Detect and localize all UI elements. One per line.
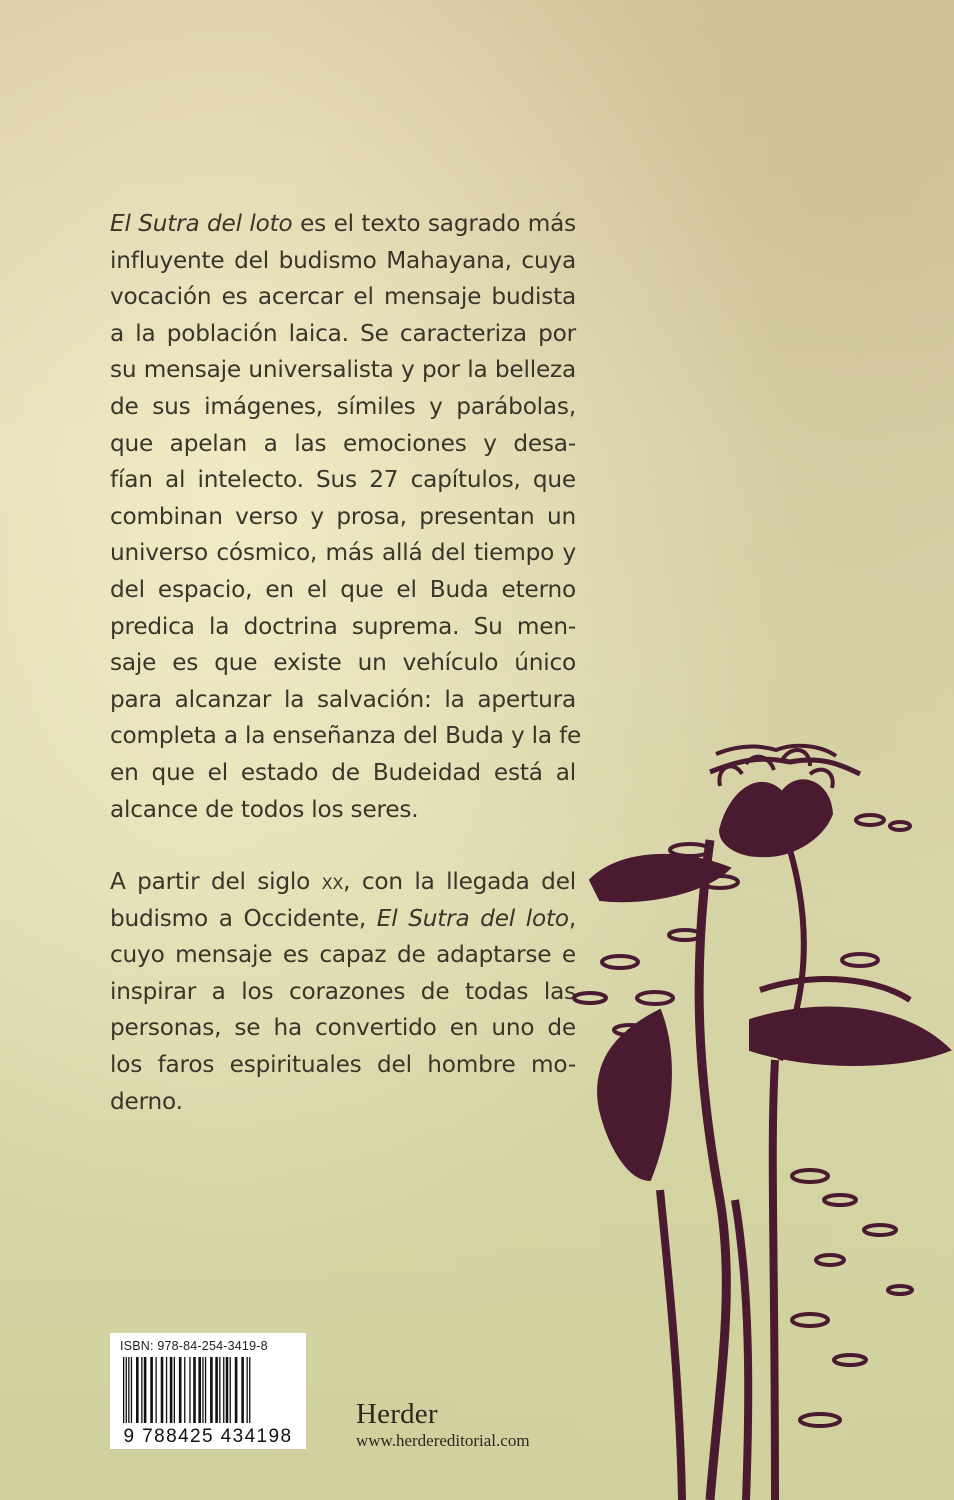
text-line: A partir del siglo xx, con la llegada del <box>110 868 576 896</box>
text-line: derno. <box>110 1087 183 1115</box>
text-line: completa a la enseñanza del Buda y la fe <box>110 722 582 750</box>
text-line: en que el estado de Budeidad está al <box>110 758 576 786</box>
synopsis-paragraph-2 <box>110 864 576 1120</box>
text-line: los faros espirituales del hombre mo- <box>110 1051 576 1079</box>
lotus-illustration-icon <box>560 730 954 1500</box>
text-line: budismo a Occidente, El Sutra del loto, <box>110 904 576 932</box>
publisher-website: www.herdereditorial.com <box>356 1431 530 1450</box>
barcode-label <box>110 1333 306 1449</box>
text-line: predica la doctrina suprema. Su men- <box>110 612 576 640</box>
text-line: inspirar a los corazones de todas las <box>110 977 576 1005</box>
text-line: influyente del budismo Mahayana, cuya <box>110 246 576 274</box>
text-line: El Sutra del loto es el texto sagrado más <box>110 210 577 237</box>
synopsis-paragraph-1 <box>110 206 582 828</box>
text-line: del espacio, en el que el Buda eterno <box>110 575 576 603</box>
text-line: combinan verso y prosa, presentan un <box>110 502 576 530</box>
text-line: fían al intelecto. Sus 27 capítulos, que <box>110 466 576 494</box>
text-line: personas, se ha convertido en uno de <box>110 1014 576 1042</box>
text-line: vocación es acercar el mensaje budista <box>110 283 576 311</box>
text-line: universo cósmico, más allá del tiempo y <box>110 539 576 567</box>
text-line: alcance de todos los seres. <box>110 795 419 823</box>
text-line: su mensaje universalista y por la belleza <box>110 356 576 384</box>
text-line: a la población laica. Se caracteriza por <box>110 319 576 347</box>
publisher-name: Herder <box>356 1398 438 1430</box>
text-line: de sus imágenes, símiles y parábolas, <box>110 392 576 420</box>
text-line: para alcanzar la salvación: la apertura <box>110 685 576 713</box>
text-line: saje es que existe un vehículo único <box>110 649 576 677</box>
synopsis-text <box>110 206 582 1120</box>
text-line: cuyo mensaje es capaz de adaptarse e <box>110 941 576 969</box>
isbn-number: ISBN: 978-84-254-3419-8 <box>120 1339 268 1353</box>
barcode-icon <box>115 1357 301 1425</box>
ean-digits: 9 788425 434198 <box>123 1426 293 1447</box>
text-line: que apelan a las emociones y desa- <box>110 429 576 457</box>
